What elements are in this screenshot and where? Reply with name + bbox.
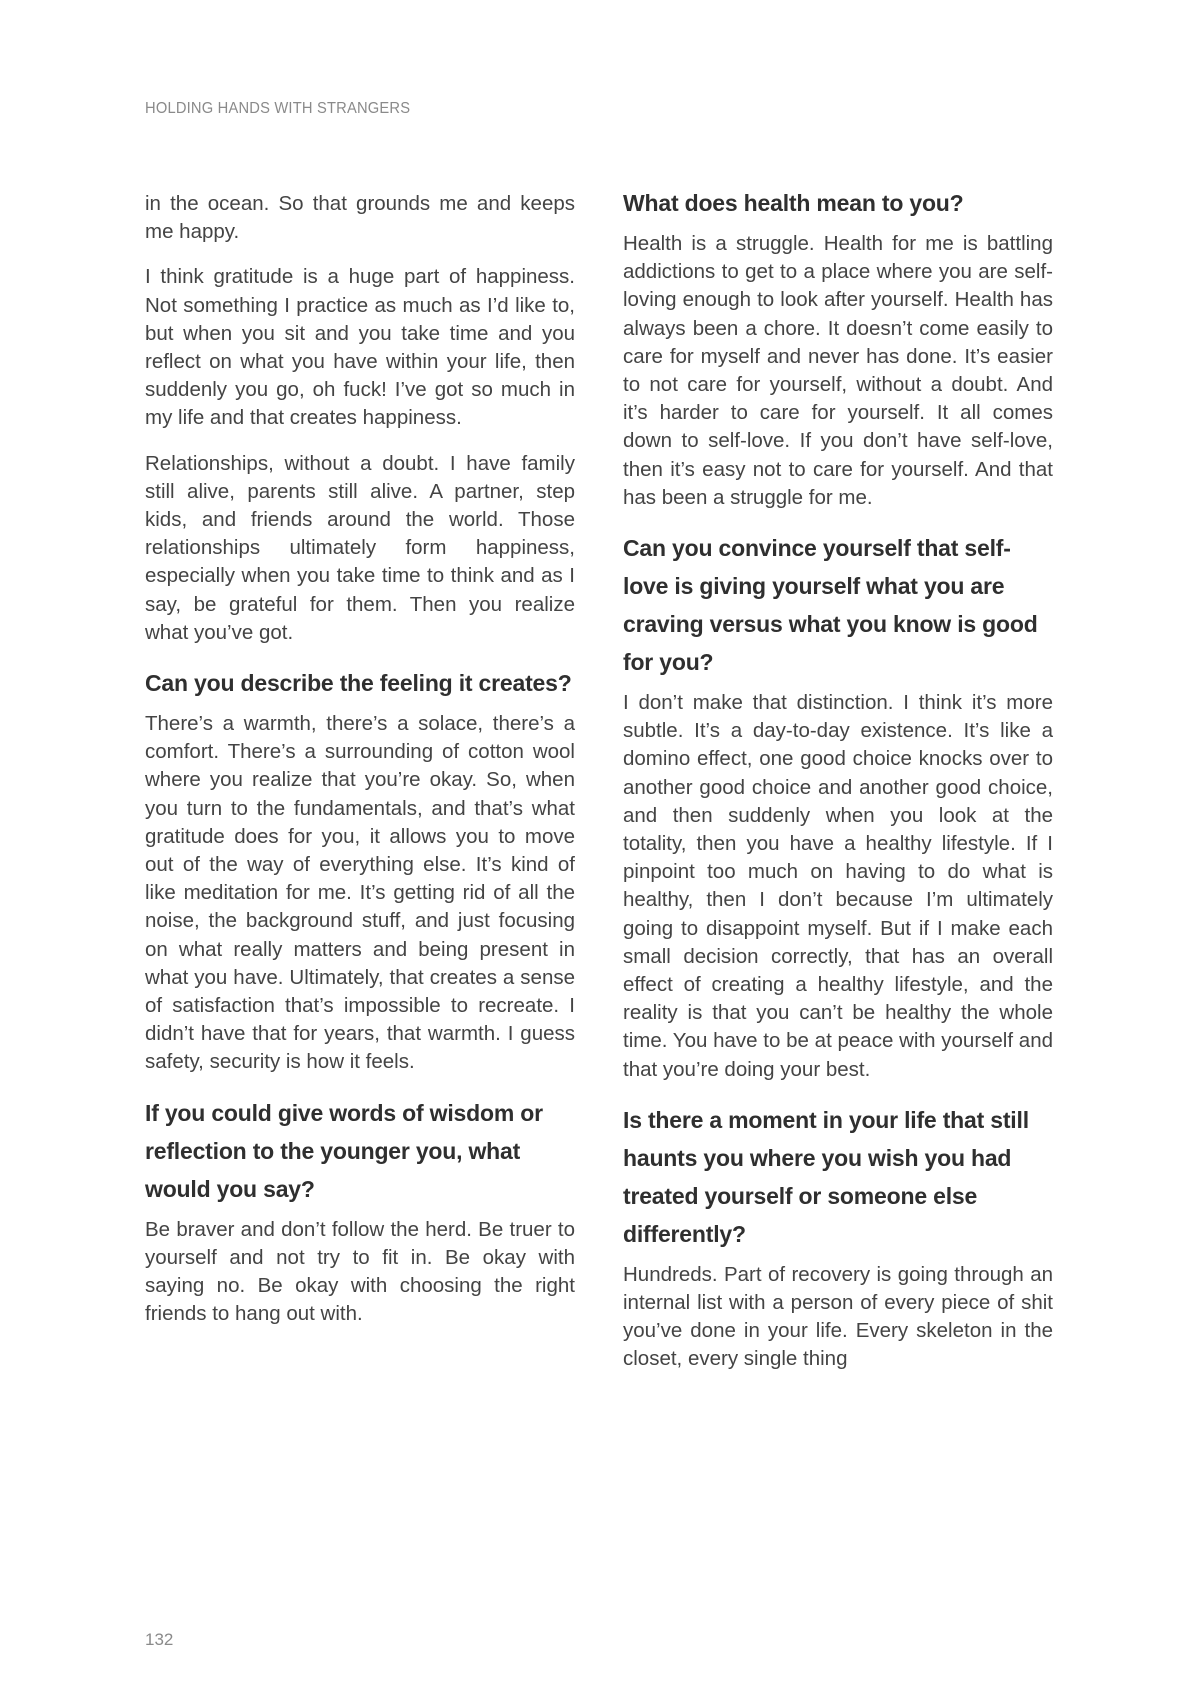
body-paragraph: Health is a struggle. Health for me is battling addictions to get to a place where you are self-loving enough to look after yourself. Health has always been a chore. It doesn’t come easily to care for myself and never has done. It’s easier to not care for yourself, without a doubt. And it’s harder to care for yourself. It all comes down to self-love. If you don’t have self-love, then it’s easy not to care for yourself. And that has been a struggle for me.	[623, 232, 1053, 509]
right-column	[623, 190, 1053, 1391]
body-paragraph: I think gratitude is a huge part of happiness. Not something I practice as much as I’d like to, but when you sit and you take time and you reflect on what you have within your life, then suddenly you go, oh fuck! I’ve got so much in my life and that creates happiness.	[145, 265, 575, 430]
section-heading: Can you convince yourself that self-love is giving yourself what you are craving versus what you know is good for you?	[623, 535, 1038, 676]
page-number: 132	[145, 1630, 174, 1649]
body-paragraph: I don’t make that distinction. I think it’s more subtle. It’s a day-to-day existence. It’s like a domino effect, one good choice knocks over to another good choice and another good choice, and then suddenly when you look at the totality, then you have a healthy lifestyle. If I pinpoint too much on having to do what is healthy, then I don’t because I’m ultimately going to disappoint myself. But if I make each small decision correctly, that has an overall effect of creating a healthy lifestyle, and the reality is that you can’t be healthy the whole time. You have to be at peace with yourself and that you’re doing your best.	[623, 691, 1053, 1081]
body-paragraph: in the ocean. So that grounds me and keeps me happy.	[145, 192, 575, 244]
section-heading: Can you describe the feeling it creates?	[145, 670, 572, 697]
running-head: HOLDING HANDS WITH STRANGERS	[145, 100, 411, 117]
left-column	[145, 190, 575, 1346]
section-heading: If you could give words of wisdom or reflection to the younger you, what would you say?	[145, 1099, 543, 1202]
section-heading: What does health mean to you?	[623, 190, 964, 216]
section-heading: Is there a moment in your life that still haunts you where you wish you had treated yourself or someone else differently?	[623, 1106, 1029, 1247]
body-paragraph: Hundreds. Part of recovery is going through an internal list with a person of every piece of shit you’ve done in your life. Every skeleton in the closet, every single thing	[623, 1262, 1053, 1371]
body-paragraph: Relationships, without a doubt. I have family still alive, parents still alive. A partner, step kids, and friends around the world. Those relationships ultimately form happiness, especially when you take time to think and as I say, be grateful for them. Then you realize what you’ve got.	[145, 451, 575, 644]
body-paragraph: Be braver and don’t follow the herd. Be truer to yourself and not try to fit in. Be okay with saying no. Be okay with choosing the right friends to hang out with.	[145, 1217, 575, 1326]
body-paragraph: There’s a warmth, there’s a solace, there’s a comfort. There’s a surrounding of cotton wool where you realize that you’re okay. So, when you turn to the fundamentals, and that’s what gratitude does for you, it allows you to move out of the way of everything else. It’s kind of like meditation for me. It’s getting rid of all the noise, the background stuff, and just focusing on what really matters and being present in what you have. Ultimately, that creates a sense of satisfaction that’s impossible to recreate. I didn’t have that for years, that warmth. I guess safety, security is how it feels.	[145, 712, 575, 1074]
